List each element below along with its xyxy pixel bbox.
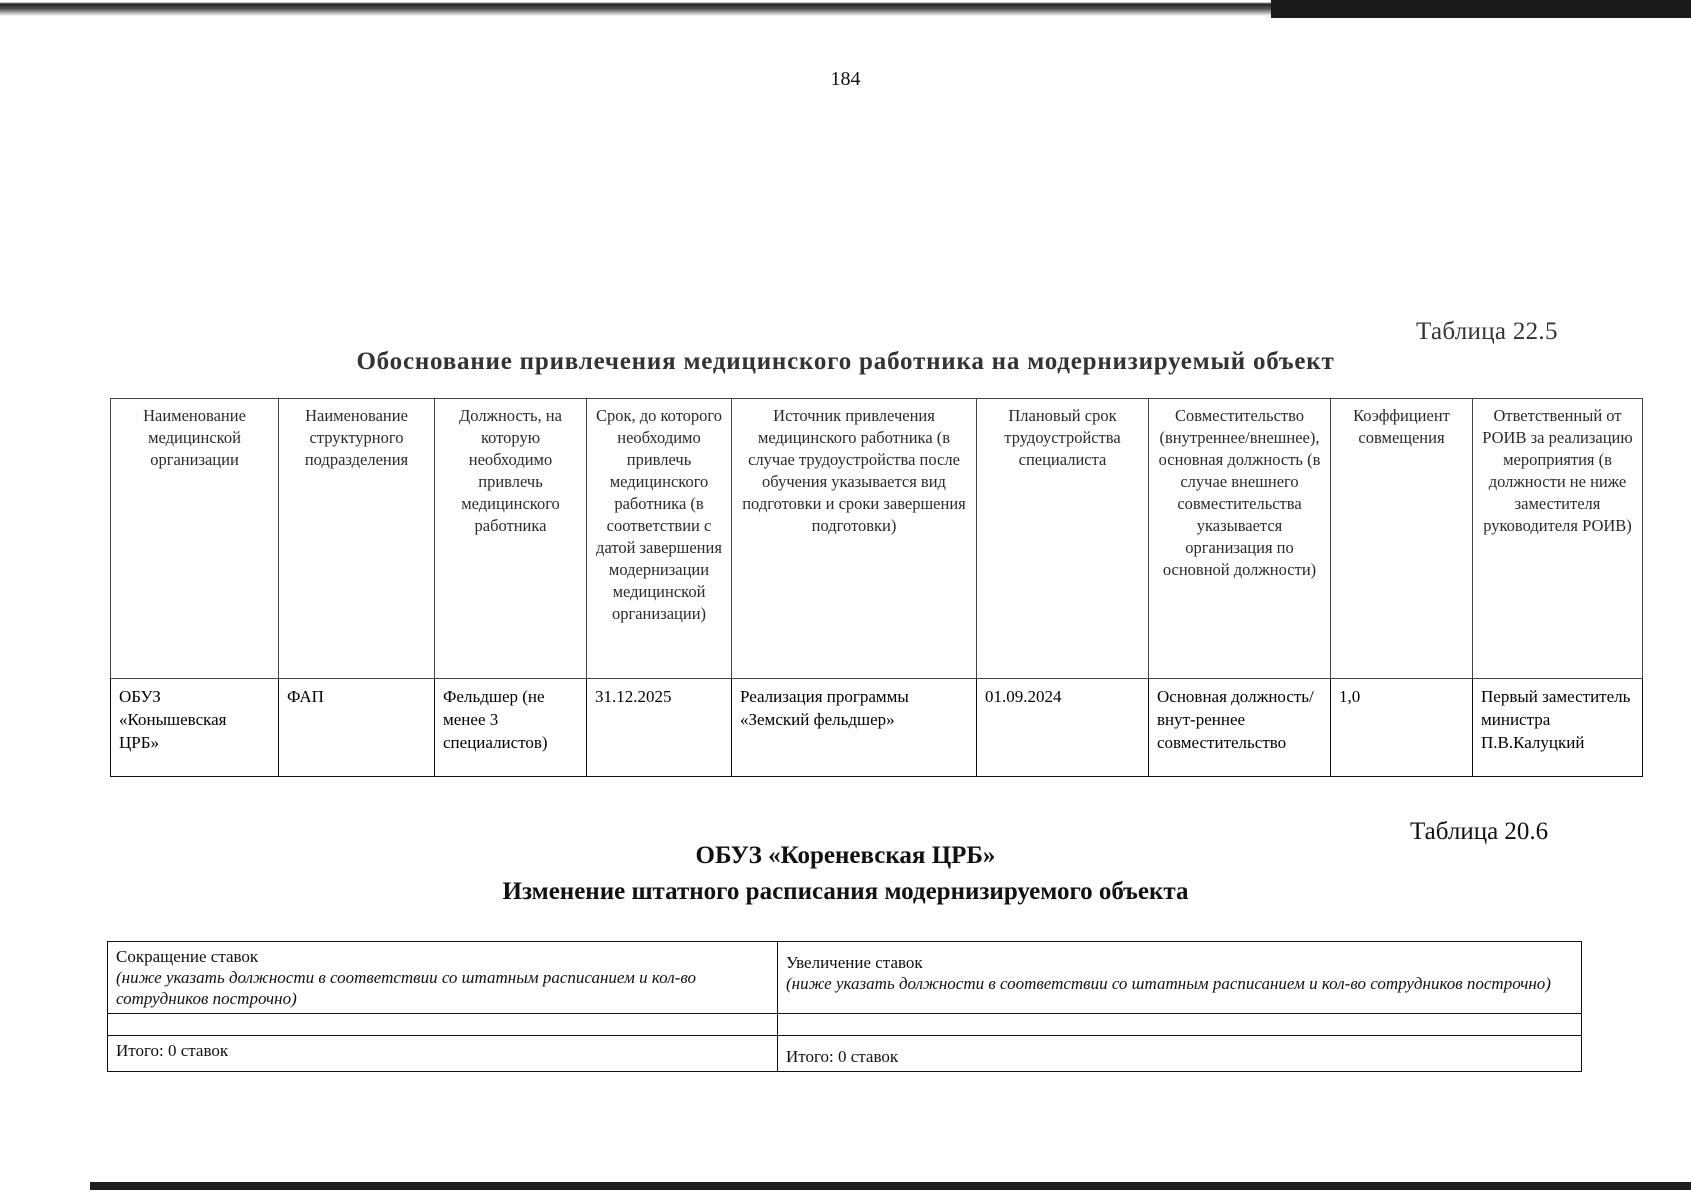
- header-cell: Коэффициент совмещения: [1331, 399, 1473, 679]
- reduction-label: Сокращение ставок: [116, 947, 259, 966]
- reduction-header-cell: [108, 942, 778, 1014]
- table-cell: Фельдшер (не менее 3 специалистов): [435, 679, 587, 777]
- header-cell: Наименование структурного подразделения: [279, 399, 435, 679]
- organization-title: ОБУЗ «Кореневская ЦРБ»: [695, 842, 996, 869]
- header-cell: Ответственный от РОИВ за реализацию мероприятия (в должности не ниже заместителя руководителя РОИВ): [1473, 399, 1643, 679]
- table-caption-20-6: Таблица 20.6: [1410, 818, 1549, 845]
- table-cell: ОБУЗ «Конышевская ЦРБ»: [111, 679, 279, 777]
- table-cell: ФАП: [279, 679, 435, 777]
- increase-note: (ниже указать должности в соответствии со штатным расписанием и кол-во сотрудников построчно): [786, 974, 1551, 993]
- page-number: 184: [830, 68, 861, 90]
- table-cell: 01.09.2024: [977, 679, 1149, 777]
- increase-label: Увеличение ставок: [786, 953, 923, 972]
- staffing-title: Изменение штатного расписания модернизируемого объекта: [502, 878, 1189, 905]
- table-cell: Первый заместитель министра П.В.Калуцкий: [1473, 679, 1643, 777]
- increase-header-cell: [778, 942, 1582, 1014]
- staffing-table: [107, 941, 1582, 1072]
- table-cell: 1,0: [1331, 679, 1473, 777]
- justification-table: [110, 398, 1643, 777]
- header-cell: Наименование медицинской организации: [111, 399, 279, 679]
- header-cell: Совместительство (внутреннее/внешнее), основная должность (в случае внешнего совместительства указывается организация по основной должности): [1149, 399, 1331, 679]
- table-cell: [108, 1014, 778, 1036]
- header-row: [111, 399, 1643, 679]
- reduction-note: (ниже указать должности в соответствии со штатным расписанием и кол-во сотрудников построчно): [116, 968, 696, 1008]
- table-cell: Реализация программы «Земский фельдшер»: [732, 679, 977, 777]
- header-cell: Плановый срок трудоустройства специалиста: [977, 399, 1149, 679]
- table-cell: Основная должность/внут-реннее совместительство: [1149, 679, 1331, 777]
- header-cell: Источник привлечения медицинского работника (в случае трудоустройства после обучения указывается вид подготовки и сроки завершения подготовки): [732, 399, 977, 679]
- table-cell: 31.12.2025: [587, 679, 732, 777]
- reduction-total: Итого: 0 ставок: [108, 1036, 778, 1072]
- header-cell: Должность, на которую необходимо привлечь медицинского работника: [435, 399, 587, 679]
- table-row: [108, 942, 1582, 1014]
- increase-total: Итого: 0 ставок: [778, 1036, 1582, 1072]
- table-row: [108, 1036, 1582, 1072]
- scan-top-shadow: [1271, 0, 1691, 18]
- table-row: [111, 679, 1643, 777]
- scan-bottom-edge: [90, 1182, 1691, 1190]
- table-caption-22-5: Таблица 22.5: [1416, 318, 1558, 345]
- table-cell: [778, 1014, 1582, 1036]
- header-cell: Срок, до которого необходимо привлечь медицинского работника (в соответствии с датой завершения модернизации медицинской организации): [587, 399, 732, 679]
- justification-title: Обоснование привлечения медицинского работника на модернизируемый объект: [356, 348, 1335, 375]
- table-row: [108, 1014, 1582, 1036]
